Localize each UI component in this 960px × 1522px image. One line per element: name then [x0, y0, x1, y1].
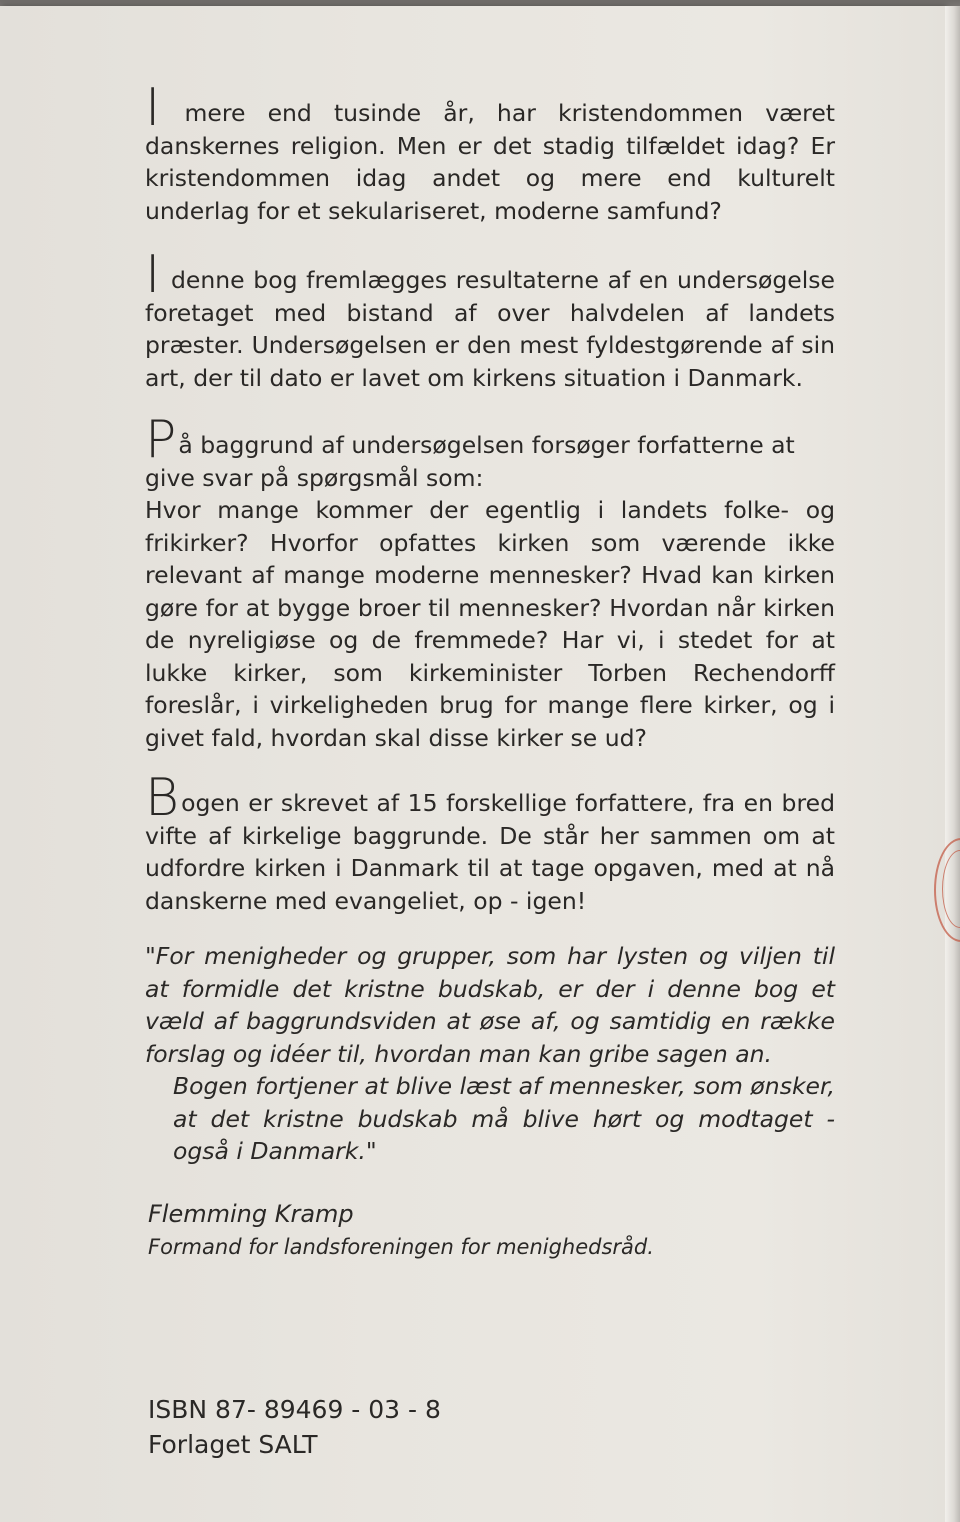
paragraph-2 [145, 245, 835, 394]
paragraph-1-text: mere end tusinde år, har kristendommen været danskernes religion. Men er det stadig tilfældet idag? Er kristendommen idag andet og mere end kulturelt underlag for et sekulariseret, moderne samfund? [145, 99, 835, 225]
isbn-number: ISBN 87- 89469 - 03 - 8 [148, 1395, 441, 1424]
signature-title: Formand for landsforeningen for menighedsråd. [148, 1235, 654, 1259]
paragraph-4-text: ogen er skrevet af 15 forskellige forfattere, fra en bred vifte af kirkelige baggrunde. De står her sammen om at udfordre kirken i Danmark til at tage opgaven, med at nå danskerne med evangeliet, op - igen! [145, 789, 835, 915]
publisher-name: Forlaget SALT [148, 1430, 318, 1459]
quote-part-1: "For menigheder og grupper, som har lysten og viljen til at formidle det kristne budskab, er der i denne bog et væld af baggrundsviden at øse af, og samtidig en række forslag og idéer til, hvordan man kan gribe sagen an. [145, 942, 835, 1068]
paragraph-2-text: denne bog fremlægges resultaterne af en undersøgelse foretaget med bistand af over halvdelen af landets præster. Undersøgelsen er den mest fyldestgørende af sin art, der til dato er lavet om kirkens situation i Danmark. [145, 266, 835, 392]
signature-name: Flemming Kramp [148, 1200, 354, 1228]
dropcap-3: P [145, 410, 177, 470]
book-page-edge [945, 6, 960, 1522]
dropcap-2: I [145, 245, 161, 305]
quote-part-2: Bogen fortjener at blive læst af mennesker, som ønsker, at det kristne budskab må blive hørt og modtaget - også i Danmark." [173, 1072, 835, 1165]
dropcap-1: I [145, 78, 161, 138]
paragraph-1 [145, 78, 835, 227]
paragraph-3 [145, 410, 835, 754]
endorsement-quote [145, 940, 835, 1168]
paragraph-3-intro: å baggrund af undersøgelsen forsøger forfatterne at give svar på spørgsmål som: [145, 431, 795, 492]
paragraph-4 [145, 768, 835, 917]
paragraph-3-questions: Hvor mange kommer der egentlig i landets folke- og frikirker? Hvorfor opfattes kirken som værende ikke relevant af mange moderne mennesker? Hvad kan kirken gøre for at bygge broer til mennesker? Hvordan når kirken de nyreligiøse og de fremmede? Har vi, i stedet for at lukke kirker, som kirkeminister Torben Rechendorff foreslår, i virkeligheden brug for mange flere kirker, og i givet fald, hvordan skal disse kirker se ud? [145, 496, 835, 752]
dropcap-4: B [145, 768, 180, 828]
book-back-cover [0, 6, 945, 1522]
